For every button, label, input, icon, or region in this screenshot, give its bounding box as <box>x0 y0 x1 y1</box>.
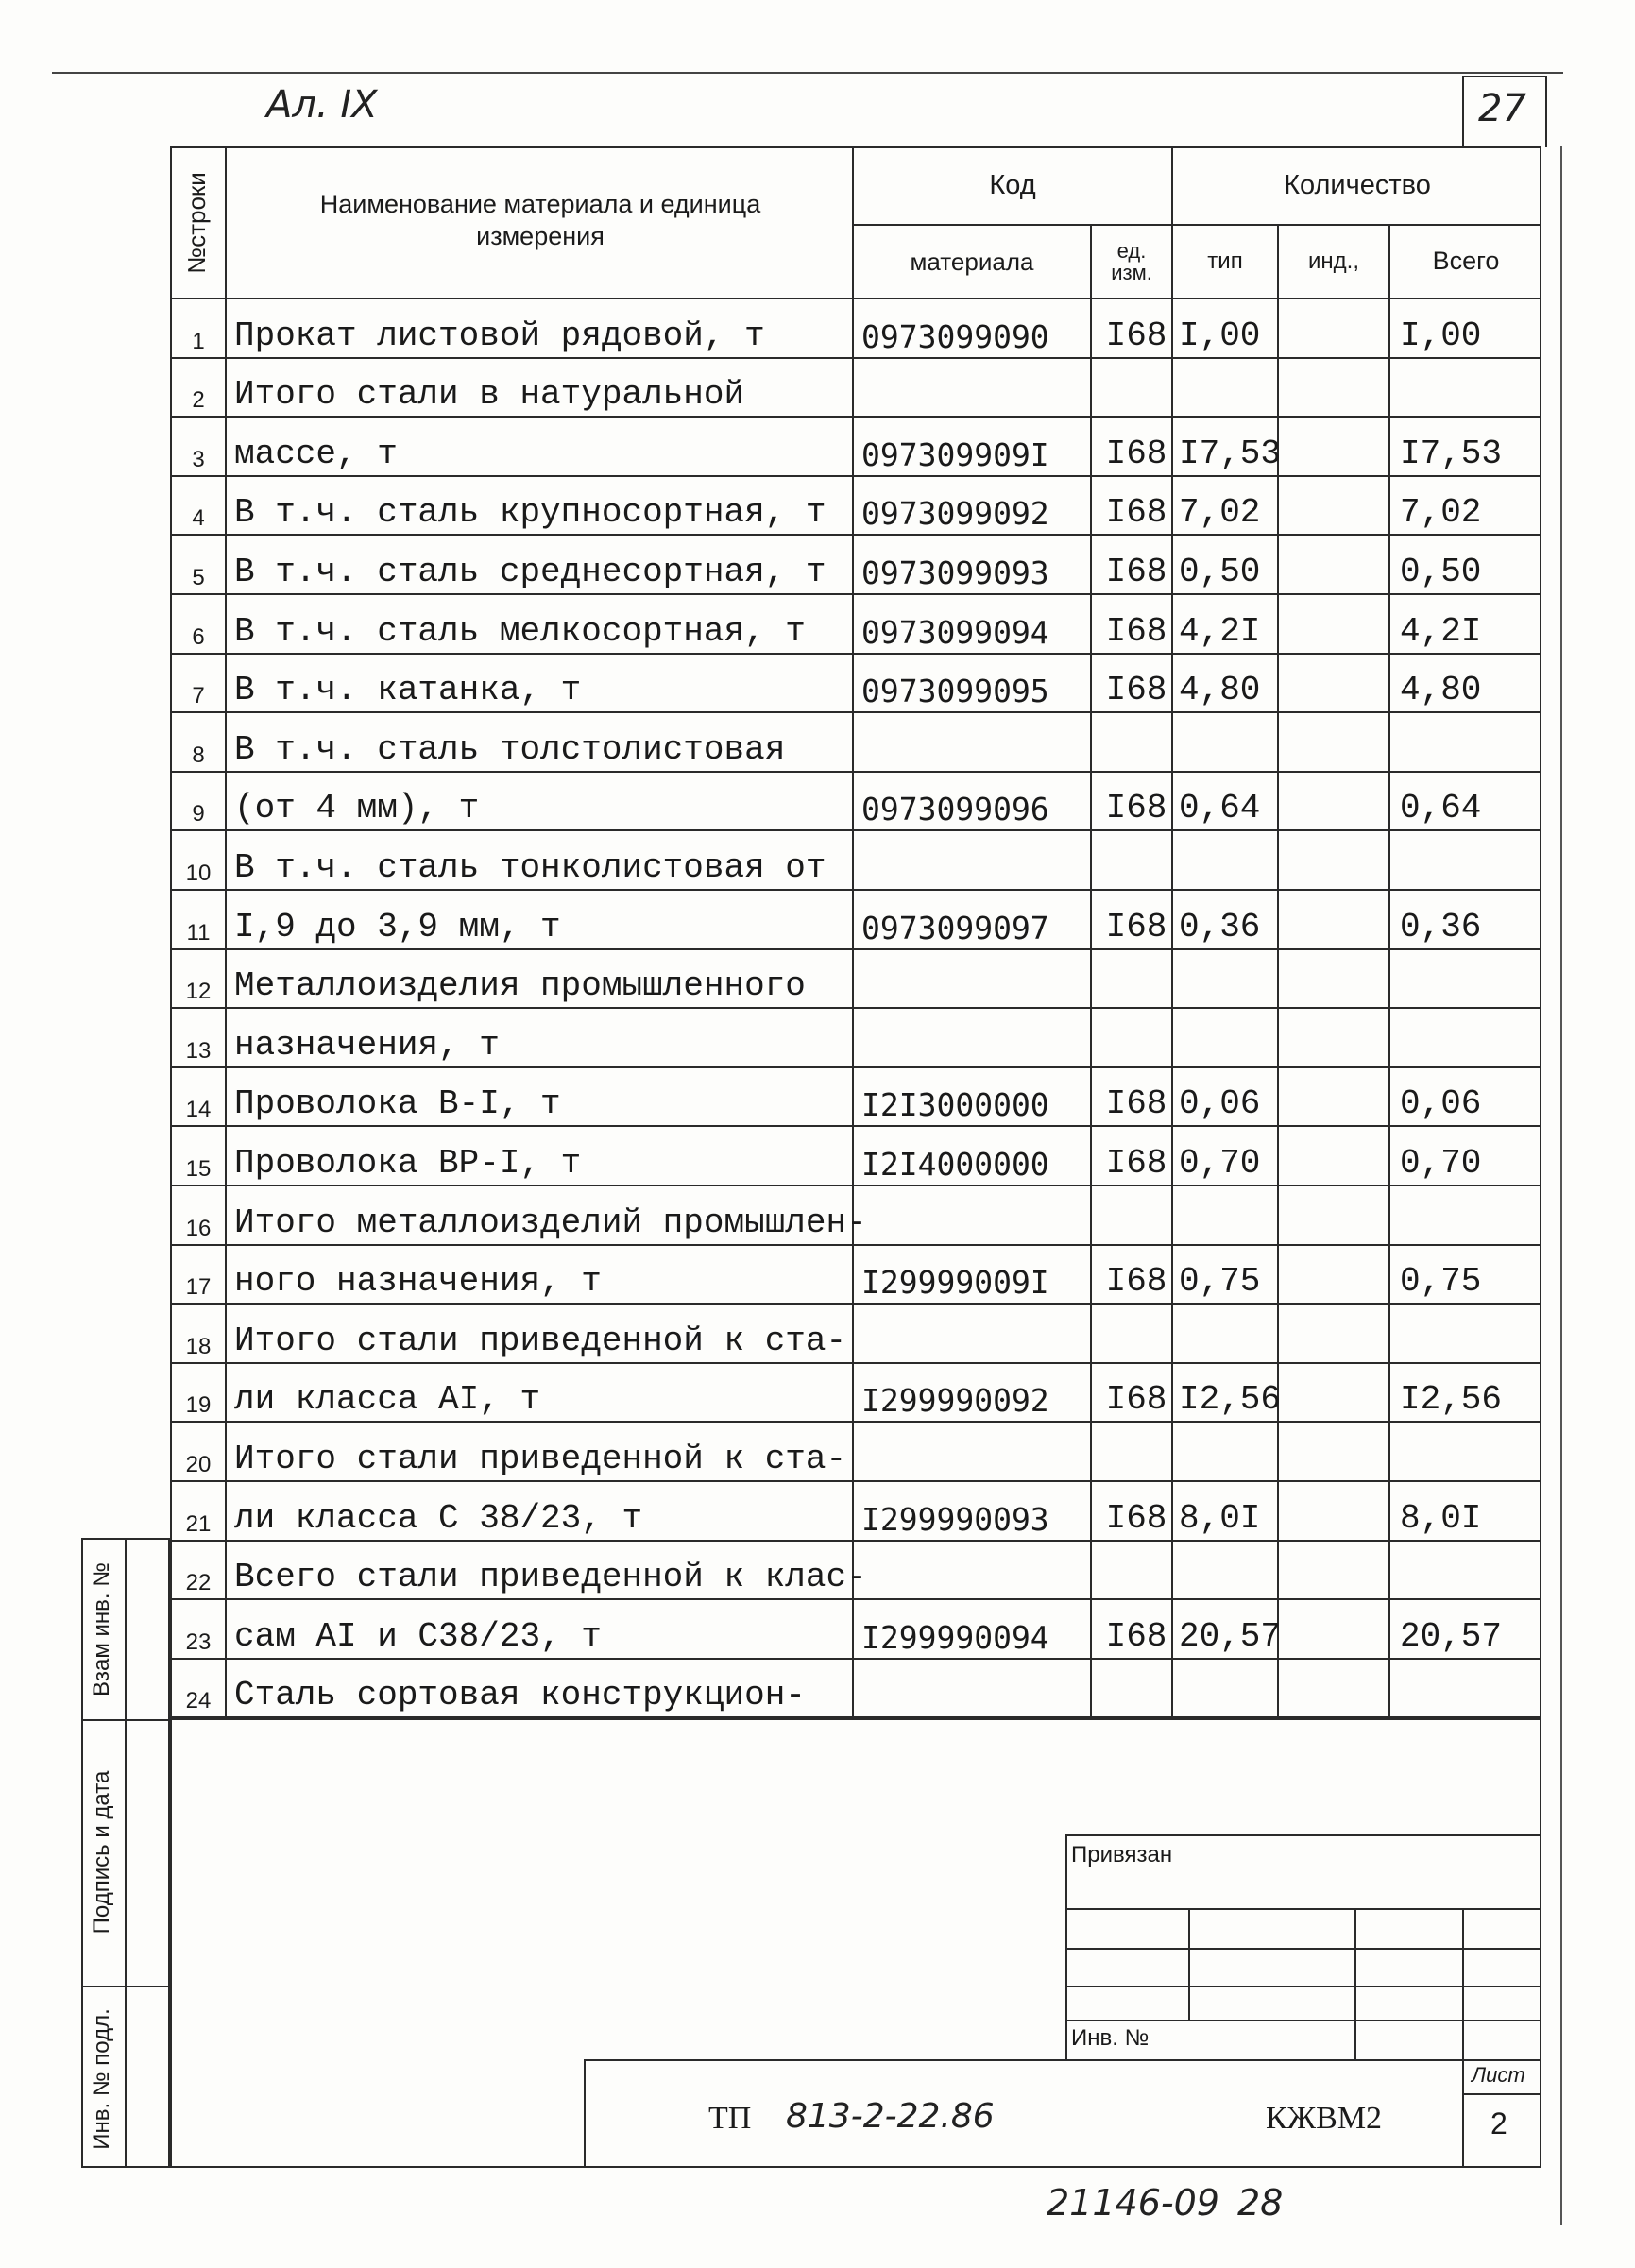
material-name: Всего стали приведенной к клас- <box>234 1558 867 1597</box>
quantity-ind <box>1285 595 1387 655</box>
quantity-ind <box>1285 418 1387 477</box>
material-name: ли класса АI, т <box>234 1380 541 1420</box>
stamp-col-line <box>1188 1908 1190 2020</box>
quantity-total: 0,50 <box>1400 552 1482 591</box>
unit-code <box>1099 1542 1173 1601</box>
header-qty-type: тип <box>1207 248 1243 274</box>
unit-code: I68 <box>1105 671 1167 710</box>
unit-code <box>1099 831 1173 891</box>
quantity-type: I,00 <box>1179 315 1261 355</box>
header-qty-ind: инд., <box>1308 248 1359 274</box>
unit-code: I68 <box>1105 907 1167 946</box>
quantity-ind <box>1285 1542 1387 1601</box>
quantity-total <box>1400 713 1541 773</box>
margin-inner-line <box>125 1540 127 2166</box>
row-number: 2 <box>192 387 205 414</box>
unit-code: I68 <box>1105 789 1167 828</box>
material-name: ного назначения, т <box>234 1262 602 1302</box>
material-code <box>861 713 1098 773</box>
material-code: I2I3000000 <box>861 1086 1049 1124</box>
row-number: 1 <box>192 328 205 354</box>
table-row <box>172 595 1543 655</box>
archive-page: 28 <box>1237 2182 1284 2224</box>
quantity-type <box>1179 1660 1283 1719</box>
row-number: 18 <box>185 1333 212 1359</box>
material-code: 0973099096 <box>861 791 1049 828</box>
unit-code: I68 <box>1105 434 1167 473</box>
quantity-type <box>1179 1542 1283 1601</box>
table-row <box>172 1482 1543 1542</box>
quantity-ind <box>1285 1127 1387 1186</box>
material-code: I299990092 <box>861 1382 1049 1420</box>
title-sheet-label-line <box>1462 2093 1541 2095</box>
title-doc-number: 813-2-22.86 <box>786 2097 995 2136</box>
header-code: Код <box>989 169 1036 200</box>
quantity-total <box>1400 359 1541 418</box>
unit-code: I68 <box>1105 1262 1167 1302</box>
unit-code <box>1099 1186 1173 1246</box>
quantity-type: I7,53 <box>1179 434 1282 473</box>
quantity-type: 0,50 <box>1179 552 1261 591</box>
quantity-total <box>1400 1660 1541 1719</box>
quantity-total: 4,2I <box>1400 611 1482 651</box>
margin-podpis-data: Подпись и дата <box>89 1770 114 1935</box>
table-row <box>172 891 1543 950</box>
unit-code <box>1099 359 1173 418</box>
quantity-total <box>1400 950 1541 1010</box>
table-row <box>172 1600 1543 1660</box>
material-name: Сталь сортовая конструкцион- <box>234 1676 806 1715</box>
quantity-total: 8,0I <box>1400 1498 1482 1538</box>
row-number: 11 <box>186 919 211 946</box>
margin-stamp-strip <box>81 1538 170 2168</box>
title-sheet-divider <box>1462 2061 1464 2167</box>
header-name: Наименование материала и единица измерения <box>319 190 761 250</box>
quantity-type: 0,06 <box>1179 1084 1261 1124</box>
row-number: 3 <box>192 446 205 472</box>
material-name: I,9 до 3,9 мм, т <box>234 907 561 946</box>
stamp-line <box>1065 1908 1540 1910</box>
material-name: Проволока ВР-I, т <box>234 1143 582 1183</box>
table-row <box>172 1246 1543 1305</box>
quantity-type <box>1179 1305 1283 1364</box>
unit-code: I68 <box>1105 611 1167 651</box>
title-sheet-number: 2 <box>1490 2106 1507 2140</box>
quantity-total <box>1400 1542 1541 1601</box>
unit-code: I68 <box>1105 1616 1167 1656</box>
stamp-line <box>1065 2020 1540 2021</box>
quantity-total: 0,70 <box>1400 1143 1482 1183</box>
table-row <box>172 1364 1543 1424</box>
table-row <box>172 1068 1543 1128</box>
table-row <box>172 1660 1543 1719</box>
table-row <box>172 536 1543 595</box>
material-code <box>861 1423 1098 1482</box>
quantity-type <box>1179 1186 1283 1246</box>
header-quantity: Количество <box>1284 169 1431 200</box>
quantity-ind <box>1285 1009 1387 1068</box>
unit-code: I68 <box>1105 1498 1167 1538</box>
row-number: 8 <box>192 742 205 768</box>
table-row <box>172 1542 1543 1601</box>
quantity-ind <box>1285 1423 1387 1482</box>
sheet-mark: Ал. IX <box>266 83 378 127</box>
quantity-ind <box>1285 477 1387 537</box>
material-code <box>861 1542 1098 1601</box>
unit-code <box>1099 1660 1173 1719</box>
quantity-total: 0,36 <box>1400 907 1482 946</box>
unit-code: I68 <box>1105 1143 1167 1183</box>
quantity-type: 0,36 <box>1179 907 1261 946</box>
material-code <box>861 1186 1098 1246</box>
materials-table <box>170 146 1541 1719</box>
material-name: Итого стали в натуральной <box>234 375 745 415</box>
material-code <box>861 1660 1098 1719</box>
right-border-line <box>1560 146 1562 2225</box>
stamp-col-line <box>1354 1908 1356 2061</box>
row-number: 7 <box>192 683 205 709</box>
header-row-number: №строки <box>182 172 211 274</box>
table-row <box>172 418 1543 477</box>
table-row <box>172 1009 1543 1068</box>
margin-vzam-inv: Взам инв. № <box>89 1561 114 1697</box>
quantity-ind <box>1285 1246 1387 1305</box>
quantity-ind <box>1285 1660 1387 1719</box>
title-block <box>584 2059 1540 2168</box>
row-number: 24 <box>185 1688 212 1714</box>
header-code-unit: ед. изм. <box>1111 238 1152 284</box>
quantity-type <box>1179 713 1283 773</box>
quantity-total <box>1400 1009 1541 1068</box>
table-row <box>172 299 1543 359</box>
material-code <box>861 950 1098 1010</box>
row-number: 10 <box>185 860 212 886</box>
material-code: I299990093 <box>861 1500 1049 1538</box>
quantity-ind <box>1285 655 1387 714</box>
binding-stamp <box>1065 1834 1540 2061</box>
quantity-total: 7,02 <box>1400 493 1482 533</box>
quantity-ind <box>1285 831 1387 891</box>
material-code <box>861 1009 1098 1068</box>
unit-code: I68 <box>1105 1380 1167 1420</box>
table-row <box>172 1305 1543 1364</box>
material-name: ли класса С 38/23, т <box>234 1498 643 1538</box>
quantity-total: I7,53 <box>1400 434 1503 473</box>
unit-code: I68 <box>1105 1084 1167 1124</box>
quantity-type: 0,70 <box>1179 1143 1261 1183</box>
quantity-total <box>1400 1423 1541 1482</box>
header-code-material: материала <box>910 247 1034 276</box>
material-code <box>861 359 1098 418</box>
row-number: 21 <box>185 1510 212 1537</box>
title-doc-prefix: ТП <box>708 2101 752 2136</box>
row-number: 14 <box>185 1097 212 1123</box>
stamp-col-line <box>1462 1908 1464 2061</box>
quantity-ind <box>1285 359 1387 418</box>
table-row <box>172 655 1543 714</box>
quantity-ind <box>1285 891 1387 950</box>
table-row <box>172 713 1543 773</box>
table-row <box>172 359 1543 418</box>
unit-code <box>1099 713 1173 773</box>
material-name: Проволока В-I, т <box>234 1084 561 1124</box>
material-name: Прокат листовой рядовой, т <box>234 315 765 355</box>
quantity-type <box>1179 1423 1283 1482</box>
frame-left-line <box>170 1717 172 2168</box>
material-name: В т.ч. катанка, т <box>234 671 582 710</box>
stamp-line <box>1065 1986 1540 1987</box>
page-number: 27 <box>1478 87 1526 130</box>
top-rule <box>52 72 1563 74</box>
material-code: 0973099097 <box>861 909 1049 946</box>
material-name: (от 4 мм), т <box>234 789 480 828</box>
quantity-type: 4,2I <box>1179 611 1261 651</box>
table-row <box>172 1423 1543 1482</box>
unit-code: I68 <box>1105 315 1167 355</box>
material-name: Итого металлоизделий промышлен- <box>234 1202 867 1242</box>
quantity-type <box>1179 950 1283 1010</box>
quantity-type <box>1179 831 1283 891</box>
stamp-line <box>1065 1948 1540 1950</box>
quantity-type: 0,64 <box>1179 789 1261 828</box>
quantity-ind <box>1285 1482 1387 1542</box>
row-number: 5 <box>192 564 205 590</box>
quantity-ind <box>1285 1600 1387 1660</box>
stamp-top-line <box>1065 1834 1540 1836</box>
header-qty-total: Всего <box>1432 247 1500 276</box>
title-doc-code: КЖВМ2 <box>1266 2101 1383 2136</box>
quantity-total: 0,75 <box>1400 1262 1482 1302</box>
quantity-type <box>1179 1009 1283 1068</box>
row-number: 9 <box>192 801 205 827</box>
unit-code <box>1099 1423 1173 1482</box>
row-number: 22 <box>185 1570 212 1596</box>
quantity-total: 0,64 <box>1400 789 1482 828</box>
quantity-ind <box>1285 536 1387 595</box>
quantity-ind <box>1285 1305 1387 1364</box>
material-code: I299990094 <box>861 1618 1049 1656</box>
row-number: 20 <box>185 1451 212 1477</box>
material-name: В т.ч. сталь мелкосортная, т <box>234 611 806 651</box>
material-name: Итого стали приведенной к ста- <box>234 1439 847 1478</box>
margin-inv-podl: Инв. № подл. <box>89 2008 114 2150</box>
archive-number: 21146-09 <box>1047 2182 1219 2224</box>
material-name: В т.ч. сталь толстолистовая <box>234 729 786 769</box>
unit-code <box>1099 1305 1173 1364</box>
quantity-type: 8,0I <box>1179 1498 1261 1538</box>
table-row <box>172 831 1543 891</box>
material-code: 0973099094 <box>861 613 1049 651</box>
quantity-type: 0,75 <box>1179 1262 1261 1302</box>
row-number: 17 <box>185 1274 212 1301</box>
material-code: 0973099092 <box>861 495 1049 533</box>
stamp-privyazan: Привязан <box>1071 1842 1173 1867</box>
material-name: назначения, т <box>234 1025 500 1065</box>
quantity-type: 20,57 <box>1179 1616 1282 1656</box>
material-name: Металлоизделия промышленного <box>234 966 806 1006</box>
quantity-total: 4,80 <box>1400 671 1482 710</box>
quantity-total <box>1400 1305 1541 1364</box>
material-code: I29999009I <box>861 1264 1049 1302</box>
material-code: 0973099090 <box>861 317 1049 355</box>
quantity-ind <box>1285 1186 1387 1246</box>
quantity-total: 0,06 <box>1400 1084 1482 1124</box>
row-number: 19 <box>185 1392 212 1419</box>
material-name: В т.ч. сталь среднесортная, т <box>234 552 826 591</box>
quantity-ind <box>1285 713 1387 773</box>
material-name: Итого стали приведенной к ста- <box>234 1321 847 1360</box>
stamp-inv-no: Инв. № <box>1071 2025 1150 2051</box>
table-row <box>172 477 1543 537</box>
unit-code: I68 <box>1105 493 1167 533</box>
material-name: В т.ч. сталь крупносортная, т <box>234 493 826 533</box>
material-code: 0973099093 <box>861 554 1049 591</box>
quantity-type: 7,02 <box>1179 493 1261 533</box>
table-row <box>172 950 1543 1010</box>
row-number: 12 <box>185 979 212 1005</box>
table-row <box>172 1186 1543 1246</box>
unit-code: I68 <box>1105 552 1167 591</box>
unit-code <box>1099 950 1173 1010</box>
row-number: 6 <box>192 623 205 650</box>
material-code: 0973099095 <box>861 673 1049 710</box>
quantity-total: I,00 <box>1400 315 1482 355</box>
quantity-total <box>1400 1186 1541 1246</box>
quantity-ind <box>1285 299 1387 359</box>
row-number: 16 <box>185 1215 212 1241</box>
frame-right-line <box>1540 1717 1541 2168</box>
title-sheet-label: Лист <box>1472 2063 1525 2087</box>
quantity-type <box>1179 359 1283 418</box>
material-code <box>861 1305 1098 1364</box>
table-row <box>172 773 1543 832</box>
row-number: 15 <box>185 1155 212 1182</box>
row-number: 4 <box>192 505 205 532</box>
material-name: массе, т <box>234 434 398 473</box>
rows-bottom-line <box>172 1718 1541 1720</box>
quantity-ind <box>1285 773 1387 832</box>
table-row <box>172 1127 1543 1186</box>
unit-code <box>1099 1009 1173 1068</box>
quantity-ind <box>1285 950 1387 1010</box>
row-number: 13 <box>185 1037 212 1064</box>
row-number: 23 <box>185 1629 212 1655</box>
material-code: 097309909I <box>861 435 1049 473</box>
quantity-type: I2,56 <box>1179 1380 1282 1420</box>
material-name: В т.ч. сталь тонколистовая от <box>234 847 826 887</box>
material-name: сам АI и С38/23, т <box>234 1616 602 1656</box>
quantity-total <box>1400 831 1541 891</box>
quantity-type: 4,80 <box>1179 671 1261 710</box>
quantity-ind <box>1285 1364 1387 1424</box>
quantity-ind <box>1285 1068 1387 1128</box>
material-code <box>861 831 1098 891</box>
quantity-total: I2,56 <box>1400 1380 1503 1420</box>
material-code: I2I4000000 <box>861 1145 1049 1183</box>
quantity-total: 20,57 <box>1400 1616 1503 1656</box>
